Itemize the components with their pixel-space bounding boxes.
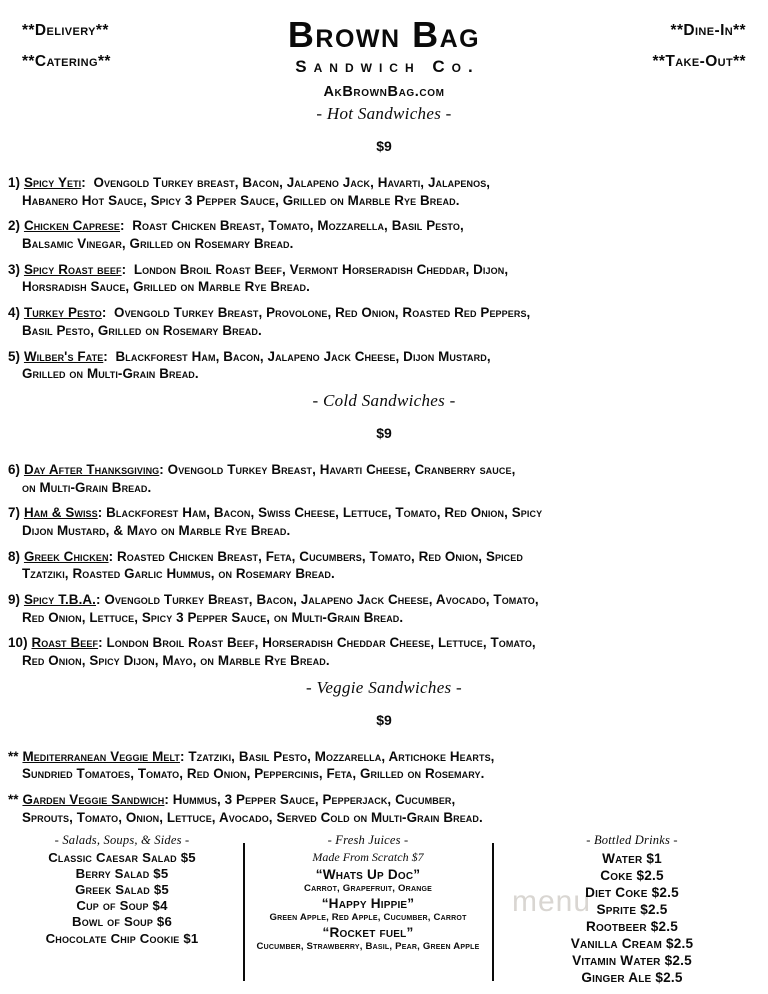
section-cold-sandwiches <box>0 391 768 670</box>
menu-item <box>0 217 768 252</box>
item-description-line2: Red Onion, Lettuce, Spicy 3 Pepper Sauce, on Multi-Grain Bread. <box>22 609 404 625</box>
sandwich-list <box>0 748 768 827</box>
item-description-line1: Tzatziki, Basil Pesto, Mozzarella, Artichoke Hearts, <box>188 748 495 764</box>
menu-item <box>0 634 768 669</box>
item-name: Greek Chicken <box>23 548 109 564</box>
brand-subtitle: Sandwich Co. <box>295 56 480 76</box>
menu-item <box>0 548 768 583</box>
brand-website: AkBrownBag.com <box>323 83 445 100</box>
item-description-line1: Blackforest Ham, Bacon, Swiss Cheese, Lettuce, Tomato, Red Onion, Spicy <box>106 505 543 521</box>
item-separator: : <box>120 218 125 234</box>
juice-name: “Happy Hippie” <box>321 895 415 911</box>
menu-item <box>0 461 768 496</box>
item-description-line1: Ovengold Turkey Breast, Bacon, Jalapeno Jack Cheese, Avocado, Tomato, <box>104 592 539 607</box>
item-number: 5) <box>8 348 21 364</box>
item-number: 1) <box>8 175 21 190</box>
item-name: Spicy Roast beef <box>23 261 122 277</box>
item-separator: : <box>179 748 185 764</box>
bottom-columns <box>0 832 768 986</box>
item-separator: : <box>164 792 169 808</box>
item-description-line1: London Broil Roast Beef, Vermont Horseradish Cheddar, Dijon, <box>133 261 509 277</box>
item-description-line2: Dijon Mustard, & Mayo on Marble Rye Bread. <box>22 522 291 538</box>
item-separator: : <box>159 461 164 477</box>
item-number: 9) <box>8 592 21 607</box>
item-number: 7) <box>8 505 21 521</box>
item-description-line2: Red Onion, Spicy Dijon, Mayo, on Marble Rye Bread. <box>22 653 330 669</box>
item-separator: : <box>101 305 107 321</box>
item-description-line2: Sprouts, Tomato, Onion, Lettuce, Avocado, Served Cold on Multi-Grain Bread. <box>22 809 483 825</box>
section-price: $9 <box>376 711 392 728</box>
service-take-out-label: **Take-Out** <box>652 53 746 70</box>
list-item: Berry Salad $5 <box>75 865 169 881</box>
menu-sections <box>0 104 768 827</box>
item-separator: : <box>98 635 103 651</box>
item-number: 4) <box>8 305 21 321</box>
menu-item <box>0 304 768 339</box>
juice-ingredients: Carrot, Grapefruit, Orange <box>304 882 432 894</box>
item-name: Garden Veggie Sandwich <box>22 792 165 808</box>
item-description-line2: Sundried Tomatoes, Tomato, Red Onion, Peppercinis, Feta, Grilled on Rosemary. <box>22 766 485 782</box>
list-item: Rootbeer $2.5 <box>585 919 679 934</box>
item-number: 8) <box>8 548 21 564</box>
list-item: Sprite $2.5 <box>596 901 668 917</box>
column-heading: - Fresh Juices - <box>327 832 409 847</box>
item-description-line1: London Broil Roast Beef, Horseradish Cheddar Cheese, Lettuce, Tomato, <box>106 635 536 651</box>
item-description-line1: Ovengold Turkey breast, Bacon, Jalapeno Jack, Havarti, Jalapenos, <box>93 175 491 190</box>
menu-item <box>0 591 768 626</box>
section-hot-sandwiches <box>0 104 768 383</box>
item-description-line1: Ovengold Turkey Breast, Provolone, Red Onion, Roasted Red Peppers, <box>114 305 531 321</box>
item-description-line1: Hummus, 3 Pepper Sauce, Pepperjack, Cucumber, <box>172 792 456 808</box>
menu-item <box>0 174 768 209</box>
item-name: Spicy Yeti <box>23 175 82 190</box>
sandwich-list <box>0 174 768 383</box>
menu-header <box>0 0 768 104</box>
item-separator: : <box>96 592 101 607</box>
menu-item <box>0 261 768 296</box>
service-dine-in-label: **Dine-In** <box>670 22 746 39</box>
item-description-line1: Blackforest Ham, Bacon, Jalapeno Jack Cheese, Dijon Mustard, <box>115 348 491 364</box>
brand-name: Brown Bag <box>287 14 481 55</box>
juice-name: “Whats Up Doc” <box>315 866 421 882</box>
service-delivery-label: **Delivery** <box>22 22 109 39</box>
item-number: 10) <box>8 635 28 651</box>
item-description-line2: Horsradish Sauce, Grilled on Marble Rye Bread. <box>22 279 310 295</box>
column-fresh-juices <box>250 833 486 954</box>
item-name: Turkey Pesto <box>23 305 102 321</box>
item-name: Ham & Swiss <box>23 505 98 521</box>
column-heading: - Salads, Soups, & Sides - <box>54 832 190 847</box>
menu-item <box>0 748 768 783</box>
list-item: Vitamin Water $2.5 <box>572 953 692 969</box>
juice-ingredients: Green Apple, Red Apple, Cucumber, Carrot <box>269 911 467 923</box>
item-name: Day After Thanksgiving <box>23 461 160 477</box>
menu-item <box>0 504 768 539</box>
juice-name: “Rocket fuel” <box>322 924 414 940</box>
item-name: Wilber's Fate <box>23 348 104 364</box>
item-name: Chicken Caprese <box>23 218 121 234</box>
section-heading: - Cold Sandwiches - <box>312 390 456 410</box>
item-separator: : <box>121 261 127 277</box>
list-item: Classic Caesar Salad $5 <box>48 849 196 865</box>
juice-ingredients: Cucumber, Strawberry, Basil, Pear, Green Apple <box>256 940 480 952</box>
column-heading: - Bottled Drinks - <box>586 832 678 847</box>
list-item: Vanilla Cream $2.5 <box>570 936 694 952</box>
item-name: Roast Beef <box>31 635 99 651</box>
item-separator: : <box>81 175 86 190</box>
sandwich-list <box>0 461 768 670</box>
list-item: Ginger Ale $2.5 <box>581 970 683 986</box>
service-catering-label: **Catering** <box>22 53 111 70</box>
item-number: 2) <box>8 218 21 234</box>
column-divider <box>243 843 245 981</box>
section-heading: - Veggie Sandwiches - <box>306 677 462 697</box>
item-description-line1: Roast Chicken Breast, Tomato, Mozzarella, Basil Pesto, <box>132 218 464 234</box>
item-description-line2: Habanero Hot Sauce, Spicy 3 Pepper Sauce, Grilled on Marble Rye Bread. <box>22 192 460 208</box>
column-divider <box>492 843 494 981</box>
brand-block <box>0 16 768 100</box>
item-name: Spicy T.B.A. <box>23 592 96 607</box>
item-name: Mediterranean Veggie Melt <box>22 748 180 764</box>
column-sides <box>4 833 240 947</box>
list-item: Greek Salad $5 <box>75 881 169 897</box>
menu-item <box>0 348 768 383</box>
list-item: Chocolate Chip Cookie $1 <box>45 930 199 946</box>
section-heading: - Hot Sandwiches - <box>316 104 452 123</box>
item-separator: : <box>103 348 108 364</box>
item-number: ** <box>8 748 19 764</box>
list-item: Bowl of Soup $6 <box>72 914 172 930</box>
list-item: Cup of Soup $4 <box>76 898 168 914</box>
item-number: ** <box>8 792 19 808</box>
item-number: 6) <box>8 461 21 477</box>
item-description-line2: Grilled on Multi-Grain Bread. <box>22 366 199 382</box>
section-price: $9 <box>376 424 392 441</box>
item-description-line1: Ovengold Turkey Breast, Havarti Cheese, Cranberry sauce, <box>167 461 516 477</box>
menu-item <box>0 791 768 826</box>
list-item: Water $1 <box>602 850 662 866</box>
item-separator: : <box>97 505 103 521</box>
item-description-line2: on Multi-Grain Bread. <box>22 479 152 495</box>
list-item: Coke $2.5 <box>600 867 664 883</box>
item-number: 3) <box>8 261 21 277</box>
list-item: Diet Coke $2.5 <box>585 884 679 900</box>
item-description-line2: Balsamic Vinegar, Grilled on Rosemary Bread. <box>22 236 294 252</box>
section-veggie-sandwiches <box>0 678 768 827</box>
watermark-text: menu <box>512 885 592 918</box>
item-description-line2: Tzatziki, Roasted Garlic Hummus, on Rosemary Bread. <box>22 566 335 582</box>
column-subheading: Made From Scratch $7 <box>312 849 424 864</box>
item-description-line1: Roasted Chicken Breast, Feta, Cucumbers, Tomato, Red Onion, Spiced <box>116 548 523 564</box>
item-separator: : <box>108 548 114 564</box>
column-bottled-drinks <box>500 833 764 987</box>
item-description-line2: Basil Pesto, Grilled on Rosemary Bread. <box>22 322 262 338</box>
section-price: $9 <box>376 138 392 154</box>
